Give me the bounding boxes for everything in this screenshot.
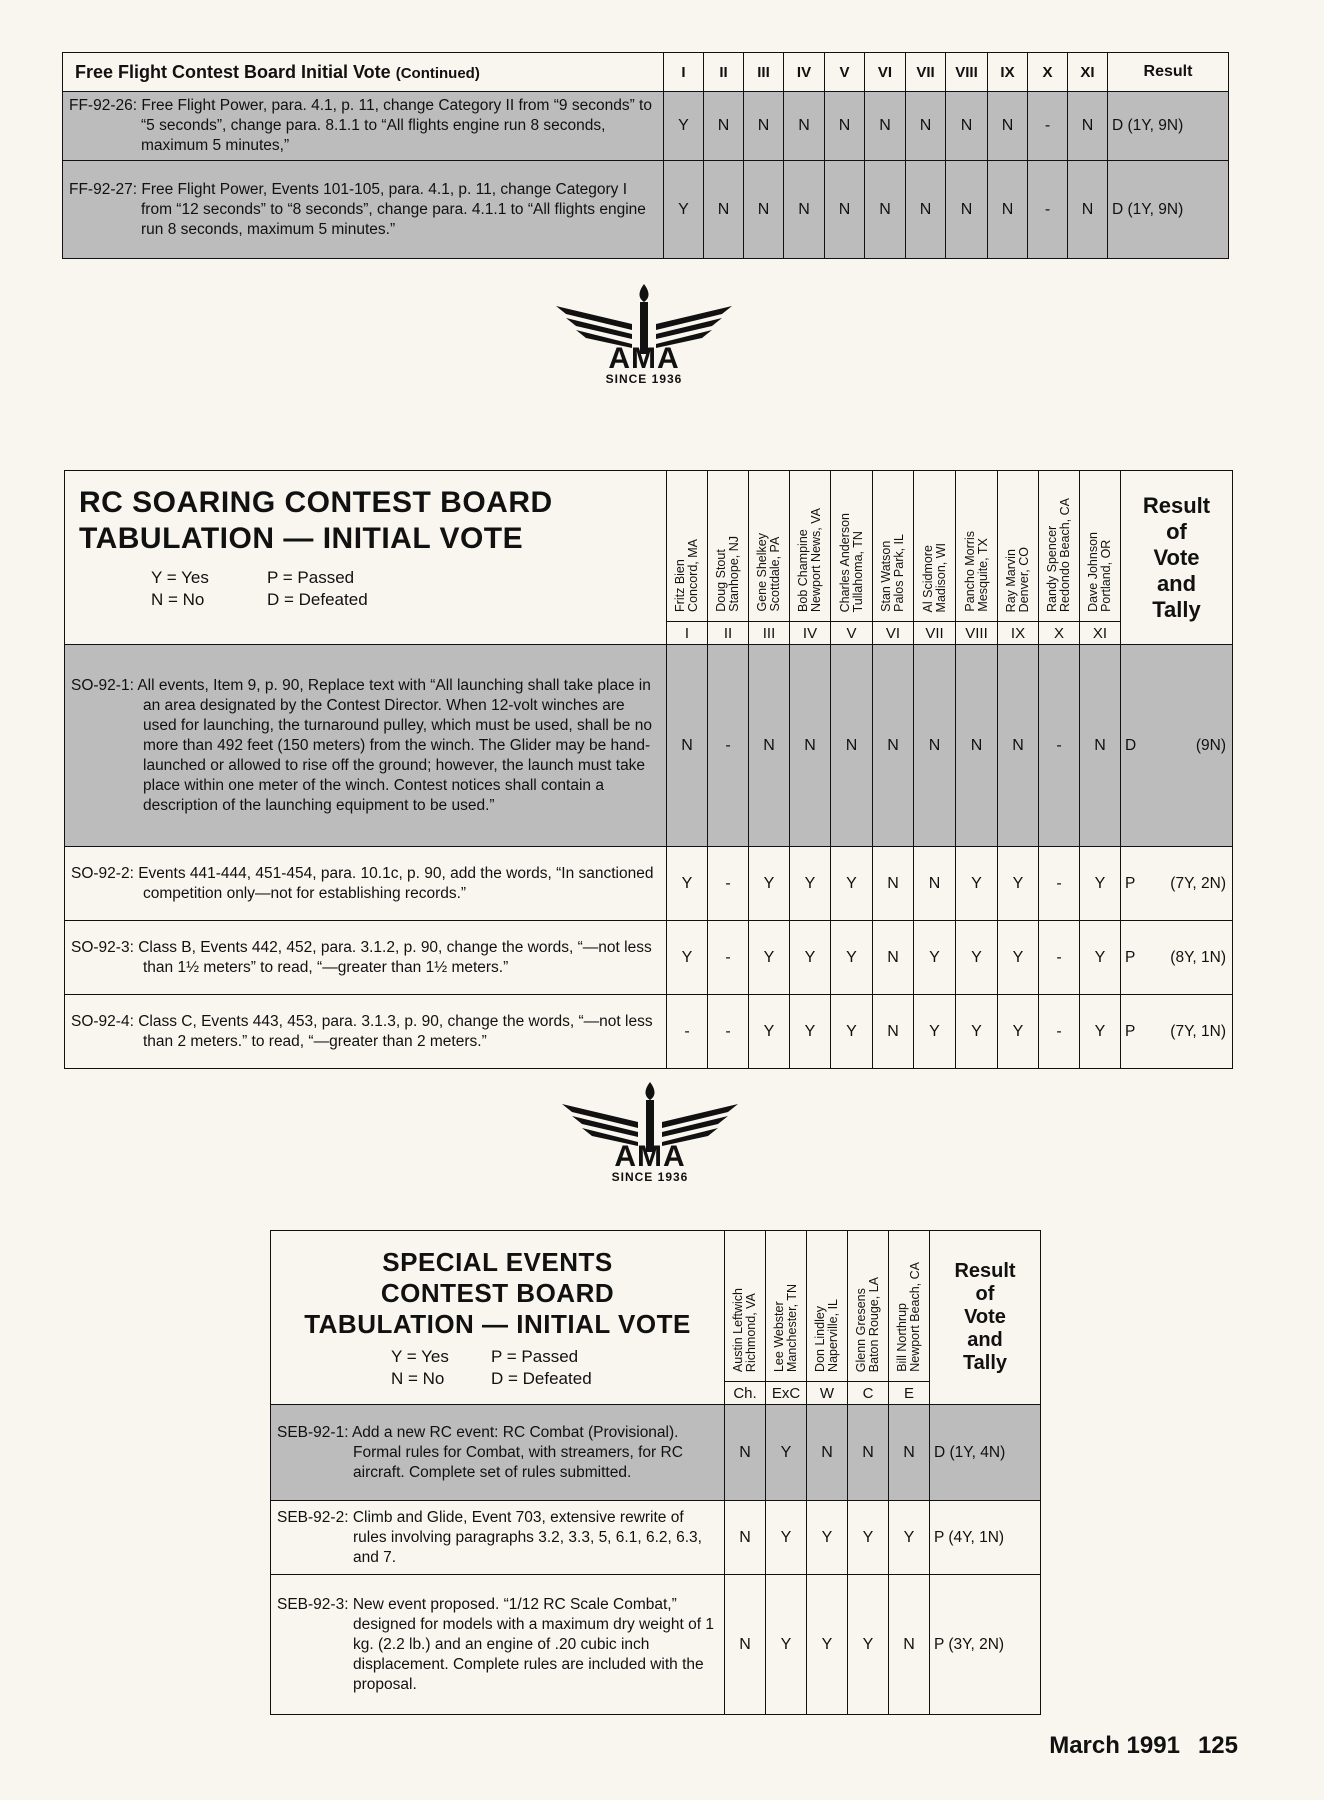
vote-cell: Y — [848, 1575, 889, 1715]
member-name: Bill Northrup Newport Beach, CA — [895, 1262, 922, 1372]
vote-cell: N — [914, 645, 956, 847]
vote-cell: - — [667, 995, 708, 1069]
vote-cell: N — [873, 847, 914, 921]
ff-col-iv: IV — [784, 53, 825, 92]
vote-cell: Y — [956, 995, 998, 1069]
vote-cell: Y — [998, 847, 1039, 921]
rc-col-ii: II — [708, 622, 749, 645]
legend-defeated: D = Defeated — [491, 1369, 592, 1388]
vote-cell: N — [914, 847, 956, 921]
rc-col-ix: IX — [998, 622, 1039, 645]
vote-cell: N — [790, 645, 831, 847]
vote-cell: N — [784, 161, 825, 259]
free-flight-vote-table — [62, 52, 1229, 259]
result-code: P — [934, 1528, 945, 1546]
member-name: Doug Stout Stanhope, NJ — [714, 536, 741, 612]
member-name: Dave Johnson Portland, OR — [1086, 532, 1113, 612]
ff-title-text: Free Flight Contest Board Initial Vote — [75, 61, 391, 82]
result-cell — [1108, 161, 1229, 259]
vote-cell: N — [906, 161, 946, 259]
result-code: D — [1125, 736, 1137, 754]
ff-col-viii: VIII — [946, 53, 988, 92]
result-code: D — [1112, 200, 1124, 218]
result-cell — [1121, 847, 1233, 921]
seb-title-line1: SPECIAL EVENTS — [382, 1247, 613, 1277]
result-label-line: Result — [1142, 492, 1211, 518]
vote-cell: N — [946, 161, 988, 259]
vote-cell: N — [725, 1575, 766, 1715]
ff-col-vi: VI — [865, 53, 906, 92]
result-cell — [930, 1575, 1041, 1715]
motion-text: Class B, Events 442, 452, para. 3.1.2, p. 90, change the words, “—not less than 1½ meters” to read, “—greater than 1½ meters.” — [138, 938, 652, 976]
ff-col-i: I — [664, 53, 704, 92]
ff-title — [63, 53, 664, 92]
vote-cell: N — [744, 92, 784, 161]
vote-cell: N — [831, 645, 873, 847]
rc-title-line2: TABULATION — INITIAL VOTE — [79, 522, 524, 555]
vote-cell: - — [708, 921, 749, 995]
motion-text: All events, Item 9, p. 90, Replace text with “All launching shall take place in an area designated by the Contest Director. When 12-volt winches are used for launching, the turnaround pulley, which must be used, shall be no more than 492 feet (150 meters) from the winch. The Glider may be hand-launched or allowed to rise off the ground; however, the launch must take place within one meter of the winch. Contest notices shall contain a description of the launching equipment to be used.” — [137, 676, 652, 814]
table-row — [65, 995, 1233, 1069]
legend-yes: Y = Yes — [391, 1347, 449, 1366]
ama-logo — [552, 284, 736, 388]
vote-cell: Y — [998, 995, 1039, 1069]
member-name: Charles Anderson Tullahoma, TN — [837, 512, 865, 612]
rc-col-i: I — [667, 622, 708, 645]
seb-col-ch: Ch. — [725, 1382, 766, 1405]
ff-col-ii: II — [704, 53, 744, 92]
vote-cell: Y — [749, 995, 790, 1069]
result-code: P — [1125, 948, 1136, 966]
ff-col-x: X — [1028, 53, 1068, 92]
vote-cell: - — [1028, 92, 1068, 161]
vote-cell: N — [1080, 645, 1121, 847]
result-tally: (1Y, 9N) — [1127, 200, 1184, 218]
vote-cell: N — [704, 161, 744, 259]
legend-no: N = No — [391, 1369, 445, 1388]
rc-col-iii: III — [749, 622, 790, 645]
page-number: 125 — [1197, 1732, 1238, 1759]
vote-cell: Y — [1080, 847, 1121, 921]
result-label-line: Result — [954, 1260, 1016, 1282]
rc-col-x: X — [1039, 622, 1080, 645]
vote-cell: N — [956, 645, 998, 847]
member-name: Don Lindley Naperville, IL — [813, 1299, 840, 1372]
table-row — [271, 1575, 1041, 1715]
result-tally: (8Y, 1N) — [1170, 948, 1226, 966]
rc-title-block — [65, 471, 667, 645]
ff-col-v: V — [825, 53, 865, 92]
motion-text: Events 441-444, 451-454, para. 10.1c, p. 90, add the words, “In sanctioned competition only—not for establishing records.” — [138, 864, 654, 902]
rc-result-header — [1121, 471, 1233, 645]
vote-cell: N — [848, 1405, 889, 1501]
motion-text: New event proposed. “1/12 RC Scale Combat,” designed for models with a maximum dry weight of 1 kg. (2.2 lb.) and an engine of .20 cubic inch displacement. Complete rules are included with the proposal. — [352, 1595, 714, 1693]
result-cell — [1121, 995, 1233, 1069]
vote-cell: N — [825, 161, 865, 259]
vote-cell: Y — [667, 921, 708, 995]
vote-cell: N — [1068, 161, 1108, 259]
special-events-vote-table — [270, 1230, 1041, 1715]
rc-col-iv: IV — [790, 622, 831, 645]
vote-cell: Y — [807, 1575, 848, 1715]
vote-cell: Y — [790, 995, 831, 1069]
vote-cell: Y — [1080, 921, 1121, 995]
ff-title-suffix: (Continued) — [395, 64, 480, 82]
result-cell — [1121, 645, 1233, 847]
result-code: D — [1112, 117, 1124, 134]
result-cell — [930, 1501, 1041, 1575]
page-footer — [1049, 1732, 1238, 1760]
member-name: Lee Webster Manchester, TN — [772, 1283, 799, 1372]
seb-legend — [271, 1346, 724, 1390]
rc-col-v: V — [831, 622, 873, 645]
member-name: Glenn Gresens Baton Rouge, LA — [854, 1276, 881, 1372]
vote-cell: Y — [790, 921, 831, 995]
vote-cell: Y — [956, 847, 998, 921]
vote-cell: N — [906, 92, 946, 161]
vote-cell: N — [988, 92, 1028, 161]
ama-logo-text: AMA — [608, 342, 680, 375]
vote-cell: N — [873, 995, 914, 1069]
legend-yes: Y = Yes — [151, 568, 209, 587]
motion-id: SO-92-1: — [71, 676, 134, 694]
motion-text: Climb and Glide, Event 703, extensive rewrite of rules involving paragraphs 3.2, 3.3, 5, 6.1, 6.2, 6.3, and 7. — [352, 1508, 702, 1566]
vote-cell: - — [1039, 645, 1080, 847]
vote-cell: Y — [831, 847, 873, 921]
result-tally: (9N) — [1195, 736, 1226, 754]
vote-cell: Y — [766, 1501, 807, 1575]
vote-cell: - — [1039, 847, 1080, 921]
vote-cell: Y — [956, 921, 998, 995]
motion-id: SEB-92-3: — [277, 1595, 349, 1613]
seb-title-block — [271, 1231, 725, 1405]
result-label-line: Tally — [1152, 596, 1201, 622]
vote-cell: - — [708, 645, 749, 847]
table-row — [271, 1501, 1041, 1575]
table-row — [65, 921, 1233, 995]
result-label-line: Vote — [1153, 544, 1200, 570]
ff-col-xi: XI — [1068, 53, 1108, 92]
result-tally: (1Y, 4N) — [949, 1443, 1006, 1461]
table-row — [65, 645, 1233, 847]
legend-passed: P = Passed — [491, 1347, 579, 1366]
vote-cell: N — [873, 645, 914, 847]
vote-cell: Y — [914, 921, 956, 995]
vote-cell: N — [744, 161, 784, 259]
motion-text: Free Flight Power, para. 4.1, p. 11, change Category II from “9 seconds” to “5 seconds”, change para. 8.1.1 to “All flights engine run 8 seconds, maximum 5 minutes,” — [141, 97, 652, 154]
legend-passed: P = Passed — [267, 568, 355, 587]
vote-cell: N — [667, 645, 708, 847]
motion-text: Add a new RC event: RC Combat (Provisional). Formal rules for Combat, with streamers, for RC aircraft. Complete set of rules submitted. — [351, 1423, 683, 1481]
rc-col-vii: VII — [914, 622, 956, 645]
vote-cell: N — [873, 921, 914, 995]
member-name: Fritz Bien Concord, MA — [673, 539, 700, 612]
result-label-line: Vote — [964, 1306, 1006, 1328]
result-code: P — [1125, 1022, 1136, 1040]
result-tally: (7Y, 1N) — [1170, 1022, 1226, 1040]
motion-id: SEB-92-1: — [277, 1423, 349, 1441]
result-code: P — [934, 1635, 945, 1653]
vote-cell: N — [807, 1405, 848, 1501]
seb-title-line2: CONTEST BOARD — [380, 1278, 615, 1308]
motion-id: SO-92-3: — [71, 938, 134, 956]
vote-cell: Y — [848, 1501, 889, 1575]
result-label-line: and — [1156, 570, 1197, 596]
vote-cell: N — [946, 92, 988, 161]
result-code: D — [934, 1443, 946, 1461]
motion-id: SO-92-4: — [71, 1012, 134, 1030]
table-row — [65, 847, 1233, 921]
member-name: Pancho Morris Mesquite, TX — [962, 531, 990, 612]
seb-title-line3: TABULATION — INITIAL VOTE — [304, 1309, 691, 1339]
vote-cell: Y — [664, 92, 704, 161]
vote-cell: N — [865, 92, 906, 161]
motion-id: SO-92-2: — [71, 864, 134, 882]
vote-cell: - — [708, 995, 749, 1069]
vote-cell: N — [784, 92, 825, 161]
vote-cell: - — [708, 847, 749, 921]
vote-cell: N — [988, 161, 1028, 259]
result-cell — [1108, 92, 1229, 161]
result-tally: (1Y, 9N) — [1127, 117, 1184, 134]
vote-cell: Y — [998, 921, 1039, 995]
member-name: Bob Champine Newport News, VA — [796, 508, 823, 612]
result-code: P — [1125, 874, 1136, 892]
ama-logo-since: SINCE 1936 — [605, 372, 683, 386]
vote-cell: Y — [664, 161, 704, 259]
ff-col-iii: III — [744, 53, 784, 92]
vote-cell: - — [1039, 921, 1080, 995]
seb-col-exc: ExC — [766, 1382, 807, 1405]
vote-cell: - — [1028, 161, 1068, 259]
vote-cell: Y — [807, 1501, 848, 1575]
rc-legend — [151, 567, 666, 611]
ama-logo — [558, 1082, 742, 1186]
seb-result-header — [930, 1231, 1041, 1405]
vote-cell: N — [725, 1501, 766, 1575]
vote-cell: Y — [667, 847, 708, 921]
rc-title-line1: RC SOARING CONTEST BOARD — [79, 486, 553, 519]
vote-cell: N — [889, 1575, 930, 1715]
member-name: Austin Leftwich Richmond, VA — [731, 1287, 758, 1372]
vote-cell: N — [749, 645, 790, 847]
result-label-line: Tally — [962, 1352, 1008, 1374]
seb-col-e: E — [889, 1382, 930, 1405]
vote-cell: N — [825, 92, 865, 161]
table-row — [63, 161, 1229, 259]
legend-defeated: D = Defeated — [267, 590, 368, 609]
vote-cell: N — [1068, 92, 1108, 161]
vote-cell: Y — [766, 1405, 807, 1501]
result-tally: (3Y, 2N) — [948, 1635, 1005, 1653]
result-tally: (4Y, 1N) — [948, 1528, 1005, 1546]
ama-logo-text: AMA — [614, 1140, 686, 1173]
table-row — [63, 92, 1229, 161]
member-name: Al Scidmore Madison, WI — [920, 542, 948, 612]
issue-date: March 1991 — [1049, 1732, 1180, 1759]
member-name: Gene Shelkey Scottdale, PA — [755, 533, 782, 612]
motion-id: FF-92-27: — [69, 180, 138, 198]
vote-cell: N — [725, 1405, 766, 1501]
vote-cell: Y — [914, 995, 956, 1069]
motion-id: SEB-92-2: — [277, 1508, 349, 1526]
rc-col-vi: VI — [873, 622, 914, 645]
member-name: Stan Watson Palos Park, IL — [879, 534, 906, 612]
vote-cell: Y — [831, 921, 873, 995]
result-label-line: of — [1166, 518, 1187, 544]
result-cell — [930, 1405, 1041, 1501]
result-tally: (7Y, 2N) — [1170, 874, 1226, 892]
motion-text: Class C, Events 443, 453, para. 3.1.3, p. 90, change the words, “—not less than 2 meters.” to read, “—greater than 2 meters.” — [138, 1012, 653, 1050]
vote-cell: Y — [831, 995, 873, 1069]
result-cell — [1121, 921, 1233, 995]
ff-result-header: Result — [1108, 53, 1229, 92]
ff-col-vii: VII — [906, 53, 946, 92]
result-label-line: of — [975, 1283, 995, 1305]
motion-id: FF-92-26: — [69, 97, 138, 114]
rc-col-xi: XI — [1080, 622, 1121, 645]
seb-col-c: C — [848, 1382, 889, 1405]
motion-text: Free Flight Power, Events 101-105, para. 4.1, p. 11, change Category I from “12 seconds” to “8 seconds”, change para. 4.1.1 to “All flights engine run 8 seconds, maximum 5 minutes.” — [141, 180, 646, 238]
table-row — [271, 1405, 1041, 1501]
vote-cell: N — [998, 645, 1039, 847]
vote-cell: Y — [766, 1575, 807, 1715]
vote-cell: N — [889, 1405, 930, 1501]
vote-cell: N — [704, 92, 744, 161]
legend-no: N = No — [151, 590, 205, 609]
vote-cell: Y — [1080, 995, 1121, 1069]
rc-soaring-vote-table — [64, 470, 1233, 1069]
result-label-line: and — [967, 1329, 1003, 1351]
vote-cell: Y — [889, 1501, 930, 1575]
vote-cell: Y — [749, 921, 790, 995]
ff-col-ix: IX — [988, 53, 1028, 92]
member-name: Randy Spencer Redondo Beach, CA — [1045, 498, 1072, 612]
rc-col-viii: VIII — [956, 622, 998, 645]
vote-cell: Y — [790, 847, 831, 921]
member-name: Ray Marvin Denver, CO — [1004, 546, 1031, 612]
vote-cell: Y — [749, 847, 790, 921]
ama-logo-since: SINCE 1936 — [611, 1170, 689, 1184]
vote-cell: - — [1039, 995, 1080, 1069]
seb-col-w: W — [807, 1382, 848, 1405]
vote-cell: N — [865, 161, 906, 259]
